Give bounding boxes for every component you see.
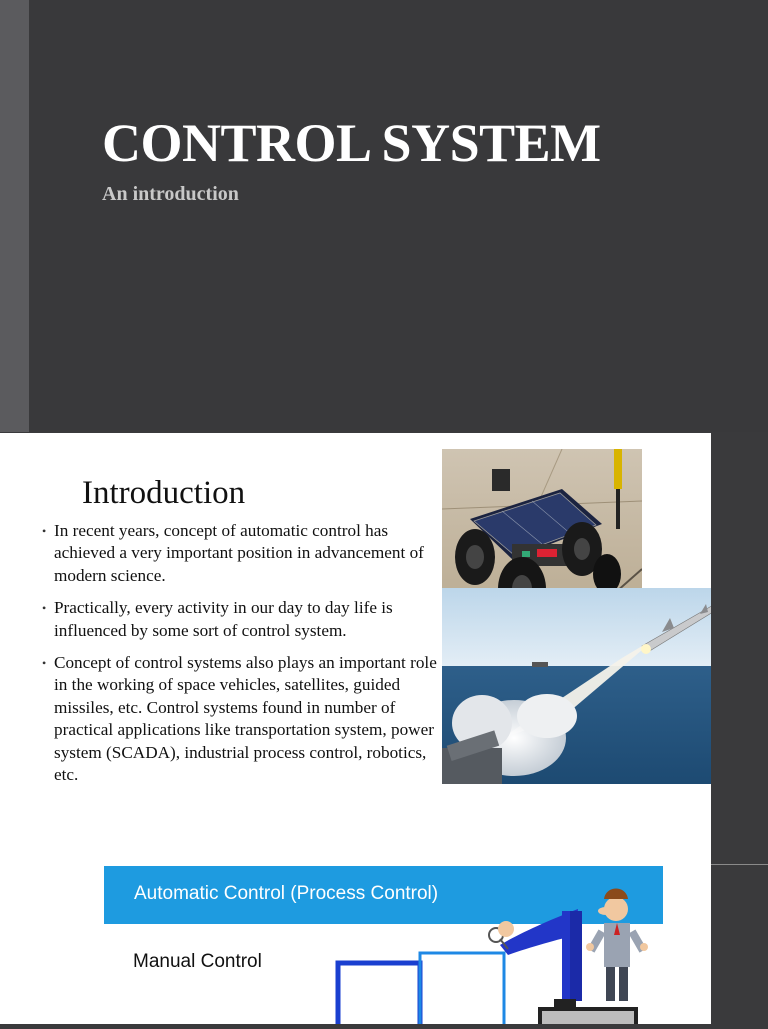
title-slide — [0, 0, 768, 432]
banner-title: Automatic Control (Process Control) — [134, 883, 439, 904]
introduction-heading: Introduction — [82, 475, 246, 511]
slide-divider — [711, 864, 768, 865]
slide-subtitle: An introduction — [102, 183, 239, 205]
manual-control-illustration — [320, 875, 680, 1024]
slide-gap — [711, 433, 768, 865]
bullet-item: • In recent years, concept of automatic control has achieved a very important position in advancement of modern science. — [40, 520, 440, 587]
bullet-item: • Practically, every activity in our day to day life is influenced by some sort of control system. — [40, 597, 440, 642]
introduction-slide — [0, 433, 711, 865]
bullet-item: • Concept of control systems also plays an important role in the working of space vehicles, satellites, guided missiles, etc. Control systems found in number of practical applications like transportation system, power system (SCADA), industrial process control, robotics, etc. — [40, 652, 440, 786]
manual-control-label: Manual Control — [133, 951, 262, 972]
slide-title: CONTROL SYSTEM — [102, 113, 601, 173]
automatic-control-slide — [0, 865, 711, 1024]
missile-launch-photo — [442, 588, 741, 784]
bullet-list — [40, 520, 440, 796]
slide-sidebar-accent — [0, 0, 29, 432]
